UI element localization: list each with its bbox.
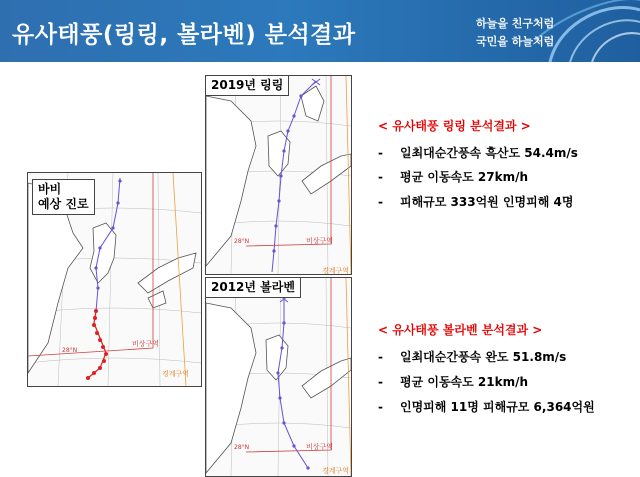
bavi-forecast-map (27, 172, 202, 387)
bolaven-lat-label: 28°N (234, 444, 250, 451)
lingling-analysis-item (378, 168, 528, 185)
bavi-label-line2: 예상 진로 (38, 197, 89, 211)
bullet-dash: - (378, 400, 383, 414)
lingling-analysis-title: < 유사태풍 링링 분석결과 > (378, 119, 531, 133)
bolaven-analysis-item (378, 398, 595, 415)
bullet-dash: - (378, 350, 383, 364)
bolaven-item-text: 일최대순간풍속 완도 51.8m/s (400, 350, 567, 364)
lingling-watch-zone-label: 경계구역 (322, 267, 350, 275)
bolaven-analysis-item (378, 373, 528, 390)
header-banner (0, 0, 640, 62)
lingling-map-label: 2019년 링링 (206, 76, 289, 96)
lingling-item-text: 일최대순간풍속 흑산도 54.4m/s (400, 146, 578, 160)
bullet-dash: - (378, 375, 383, 389)
lingling-lat-label: 28°N (234, 238, 250, 245)
bavi-watch-zone-label: 경계구역 (162, 370, 190, 378)
slogan-line-1: 하늘을 친구처럼 (476, 17, 555, 30)
slogan-line-2: 국민을 하늘처럼 (476, 35, 555, 48)
page-title: 유사태풍(링링, 볼라벤) 분석결과 (12, 22, 356, 48)
bullet-dash: - (378, 195, 383, 209)
swirl-logo-icon (530, 0, 640, 62)
lingling-item-text: 피해규모 333억원 인명피해 4명 (400, 195, 574, 209)
bolaven-analysis-item (378, 348, 566, 365)
bavi-warning-zone-label: 비상구역 (132, 340, 160, 348)
lingling-analysis-item (378, 193, 573, 210)
bolaven-item-text: 평균 이동속도 21km/h (400, 375, 529, 389)
bolaven-analysis-title: < 유사태풍 볼라벤 분석결과 > (378, 323, 543, 337)
lingling-track-map (205, 75, 352, 275)
lingling-warning-zone-label: 비상구역 (306, 237, 334, 245)
bavi-lat-label: 28°N (62, 347, 78, 354)
bolaven-warning-zone-label: 비상구역 (306, 443, 334, 451)
bolaven-map-label: 2012년 볼라벤 (206, 278, 301, 298)
bavi-label-line1: 바비 (38, 182, 62, 196)
bullet-dash: - (378, 170, 383, 184)
bavi-map-label (32, 179, 95, 215)
bullet-dash: - (378, 146, 383, 160)
bolaven-item-text: 인명피해 11명 피해규모 6,364억원 (400, 400, 595, 414)
lingling-item-text: 평균 이동속도 27km/h (400, 170, 529, 184)
lingling-analysis-item (378, 144, 578, 161)
bolaven-watch-zone-label: 경계구역 (322, 467, 350, 475)
bolaven-track-map (205, 277, 352, 477)
